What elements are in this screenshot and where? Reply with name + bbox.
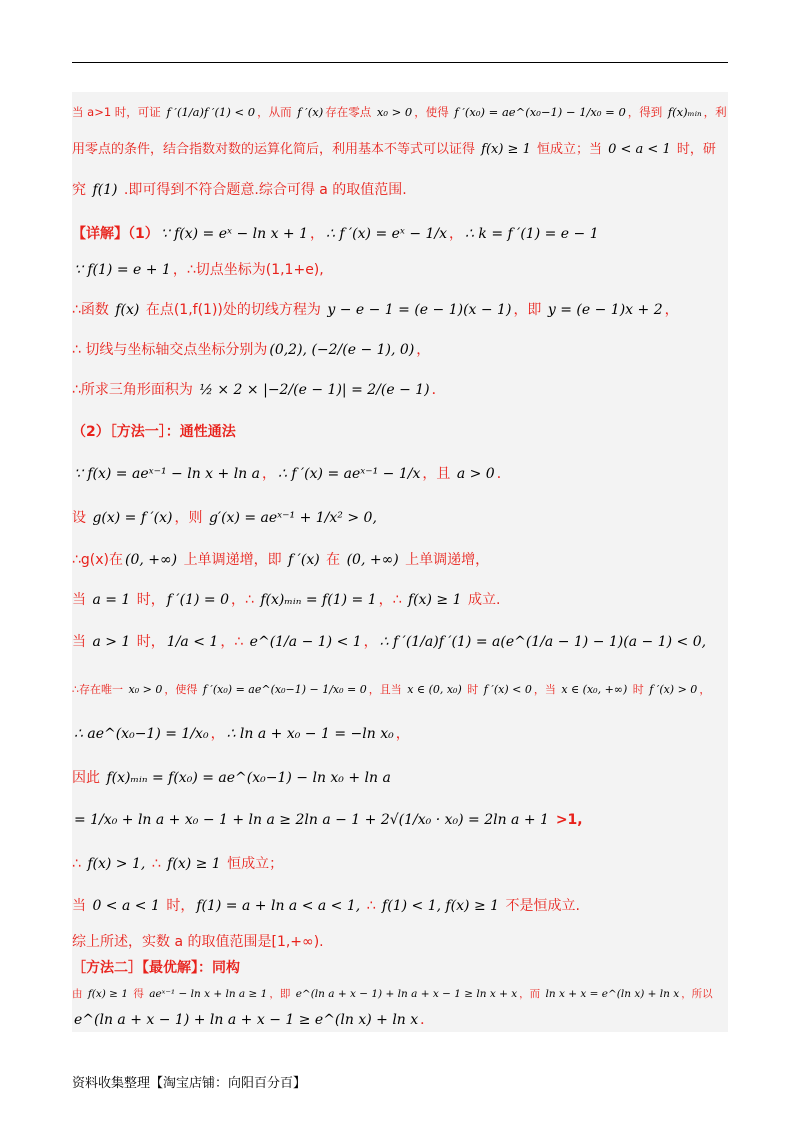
math-expression: f(x) ≥ 1 — [407, 592, 462, 608]
math-expression: ∴ ae^(x₀−1) = 1/x₀ — [74, 726, 209, 742]
math-expression: (0,2), (−2/(e − 1), 0) — [269, 342, 415, 358]
body-text: 不是恒成立. — [501, 898, 580, 914]
math-expression: g(x) = f ′(x) — [92, 510, 173, 526]
body-text: ，∴ — [378, 592, 406, 608]
math-expression: = 1/x₀ + ln a + x₀ − 1 + ln a ≥ 2ln a − 1 + 2√(1/x₀ · x₀) = 2ln a + 1 — [74, 812, 549, 828]
solution-line — [72, 850, 728, 884]
math-expression: x₀ > 0 — [128, 683, 163, 696]
solution-line — [72, 336, 728, 370]
body-text: ， — [310, 226, 325, 242]
math-expression: f(1) — [92, 182, 118, 198]
math-expression: f(x)ₘᵢₙ = f(x₀) = ae^(x₀−1) − ln x₀ + ln a — [106, 770, 391, 786]
math-expression: f(x)ₘᵢₙ — [667, 105, 702, 119]
body-text: 当 — [72, 592, 91, 608]
body-text: 在 — [321, 552, 345, 568]
math-expression: ∴ f ′(1/a)f ′(1) = a(e^(1/a − 1) − 1)(a − 1) < 0, — [379, 634, 707, 650]
footer-note: 资料收集整理【淘宝店铺：向阳百分百】 — [72, 1076, 307, 1091]
math-expression: ∴ f ′(x) = eˣ − 1/x — [326, 226, 448, 242]
math-expression: e^(ln a + x − 1) + ln a + x − 1 ≥ ln x + x — [295, 988, 518, 1000]
body-text: ． — [496, 466, 511, 482]
math-expression: a > 0 — [456, 466, 495, 482]
math-expression: f(x)ₘᵢₙ = f(1) = 1 — [260, 592, 377, 608]
body-text: ∴函数 — [72, 302, 114, 318]
math-expression: 1/a < 1 — [166, 634, 219, 650]
heading-text: >1, — [550, 812, 583, 828]
math-expression: f ′(x) < 0 — [483, 683, 532, 696]
body-text: ，且当 — [368, 683, 406, 696]
solution-content — [72, 92, 728, 1032]
body-text: ， — [699, 683, 711, 696]
body-text: ，∴ — [230, 592, 259, 608]
body-text: ，即 — [513, 302, 546, 318]
body-text: ， — [664, 302, 679, 318]
math-expression: y = (e − 1)x + 2 — [547, 302, 663, 318]
solution-line — [72, 676, 728, 710]
math-expression: x ∈ (0, x₀) — [407, 683, 462, 696]
body-text: ，且 — [422, 466, 455, 482]
body-text: ∴ 切线与坐标轴交点坐标分别为 — [72, 342, 268, 358]
solution-line — [72, 220, 728, 254]
body-text: ，使得 — [414, 105, 453, 119]
math-expression: f ′(x₀) = ae^(x₀−1) − 1/x₀ = 0 — [454, 105, 626, 119]
solution-line — [72, 376, 728, 410]
body-text: 得 — [130, 988, 148, 1000]
math-expression: f(x) — [115, 302, 140, 318]
math-expression: x ∈ (x₀, +∞) — [561, 683, 628, 696]
math-expression: aeˣ⁻¹ − ln x + ln a ≥ 1 — [149, 988, 268, 1000]
body-text: ． — [431, 382, 446, 398]
math-expression: e^(1/a − 1) < 1 — [249, 634, 362, 650]
body-text: ，即 — [269, 988, 294, 1000]
body-text: ， — [262, 466, 276, 482]
math-expression: f(1) < 1, f(x) ≥ 1 — [382, 898, 500, 914]
body-text: 当 — [72, 634, 91, 650]
body-text: 当 — [72, 898, 91, 914]
math-expression: ln x + x = e^(ln x) + ln x — [545, 988, 680, 1000]
math-expression: a = 1 — [92, 592, 131, 608]
body-text: 成立. — [463, 592, 501, 608]
math-expression: (0, +∞) — [125, 552, 178, 568]
body-text: ， — [363, 634, 378, 650]
heading-text: 【详解】（1） — [72, 226, 159, 242]
math-expression: f(x) ≥ 1 — [167, 856, 221, 872]
solution-line — [72, 764, 728, 798]
solution-line — [72, 586, 728, 620]
math-expression: f(x) > 1, — [87, 856, 146, 872]
body-text: 时 — [629, 683, 648, 696]
body-text: 时 — [463, 683, 482, 696]
body-text: 上单调递增，即 — [179, 552, 287, 568]
math-expression: f ′(1/a)f ′(1) < 0 — [166, 105, 256, 119]
body-text: ∴存在唯一 — [72, 683, 127, 696]
math-expression: ∴ ln a + x₀ − 1 = −ln x₀ — [226, 726, 394, 742]
math-expression: f(x) ≥ 1 — [87, 988, 128, 1000]
math-expression: ½ × 2 × |−2/(e − 1)| = 2/(e − 1) — [199, 382, 430, 398]
body-text: ，从而 — [257, 105, 296, 119]
math-expression: f ′(1) = 0 — [166, 592, 229, 608]
math-expression: ∵ f(x) = eˣ − ln x + 1 — [160, 226, 309, 242]
math-expression: 0 < a < 1 — [608, 142, 671, 157]
body-text: ， — [449, 226, 464, 242]
body-text: 时，研 — [672, 142, 716, 157]
solution-line — [72, 504, 728, 538]
body-text: 存在零点 — [325, 105, 375, 119]
solution-line — [72, 1006, 728, 1040]
solution-line — [72, 136, 728, 170]
math-expression: f(1) = a + ln a < a < 1, — [196, 898, 361, 914]
body-text: ， — [416, 342, 431, 358]
body-text: ，则 — [174, 510, 207, 526]
math-expression: g′(x) = aeˣ⁻¹ + 1/x² > 0, — [208, 510, 377, 526]
math-expression: ∵ f(x) = aeˣ⁻¹ − ln x + ln a — [74, 466, 260, 482]
math-expression: e^(ln a + x − 1) + ln a + x − 1 ≥ e^(ln x) + ln x — [74, 1012, 419, 1028]
body-text: ， — [395, 726, 410, 742]
body-text: 上单调递增， — [400, 552, 490, 568]
body-text: ，所以 — [681, 988, 713, 1000]
body-text: ，得到 — [627, 105, 666, 119]
solution-line — [72, 892, 728, 926]
math-expression: f ′(x) — [288, 552, 320, 568]
math-expression: ∵ f(1) = e + 1 — [74, 262, 171, 278]
body-text: ，∴切点坐标为(1,1+e), — [172, 262, 324, 278]
solution-line — [72, 806, 728, 840]
solution-line — [72, 176, 728, 210]
math-expression: (0, +∞) — [346, 552, 399, 568]
body-text: 究 — [72, 182, 91, 198]
body-text: 设 — [72, 510, 91, 526]
body-text: 时， — [132, 592, 165, 608]
body-text: 综上所述，实数 a 的取值范围是[1,+∞). — [72, 934, 324, 950]
math-expression: f ′(x) — [297, 105, 324, 119]
body-text: ，使得 — [164, 683, 201, 696]
solution-line — [72, 546, 728, 580]
body-text: ，∴ — [220, 634, 248, 650]
body-text: 由 — [72, 988, 86, 1000]
solution-line — [72, 296, 728, 330]
body-text: ∴所求三角形面积为 — [72, 382, 198, 398]
body-text: ∴ — [362, 898, 381, 914]
body-text: 恒成立；当 — [532, 142, 607, 157]
math-expression: ∴ f ′(x) = aeˣ⁻¹ − 1/x — [278, 466, 421, 482]
body-text: 在点(1,f(1))处的切线方程为 — [141, 302, 326, 318]
body-text: 时， — [161, 898, 195, 914]
body-text: 用零点的条件，结合指数对数的运算化简后，利用基本不等式可以证得 — [72, 142, 480, 157]
math-expression: f(x) ≥ 1 — [481, 142, 531, 157]
body-text: 时， — [132, 634, 165, 650]
math-expression: 0 < a < 1 — [92, 898, 160, 914]
body-text: ∴ — [147, 856, 166, 872]
math-expression: f ′(x₀) = ae^(x₀−1) − 1/x₀ = 0 — [202, 683, 367, 696]
body-text: .即可得到不符合题意.综合可得 a 的取值范围. — [119, 182, 407, 198]
solution-line — [72, 628, 728, 662]
body-text: 恒成立； — [222, 856, 284, 872]
body-text: ， — [210, 726, 225, 742]
body-text: ，而 — [519, 988, 544, 1000]
solution-line — [72, 256, 728, 290]
body-text: 当 a>1 时，可证 — [72, 105, 165, 119]
solution-line — [72, 98, 728, 132]
body-text: ，利 — [703, 105, 727, 119]
math-expression: f ′(x) > 0 — [649, 683, 698, 696]
solution-line — [72, 460, 728, 494]
heading-text: ［方法二］【最优解】：同构 — [72, 960, 240, 976]
body-text: ，当 — [533, 683, 560, 696]
math-expression: a > 1 — [92, 634, 131, 650]
heading-text: （2）［方法一］：通性通法 — [72, 424, 236, 440]
header-rule — [72, 62, 728, 63]
solution-line — [72, 418, 728, 452]
body-text: ∴g(x)在 — [72, 552, 124, 568]
math-expression: y − e − 1 = (e − 1)(x − 1) — [327, 302, 512, 318]
body-text: 因此 — [72, 770, 105, 786]
body-text: ． — [420, 1012, 435, 1028]
math-expression: x₀ > 0 — [376, 105, 413, 119]
solution-line — [72, 720, 728, 754]
math-expression: ∴ k = f ′(1) = e − 1 — [465, 226, 599, 242]
body-text: ∴ — [72, 856, 86, 872]
